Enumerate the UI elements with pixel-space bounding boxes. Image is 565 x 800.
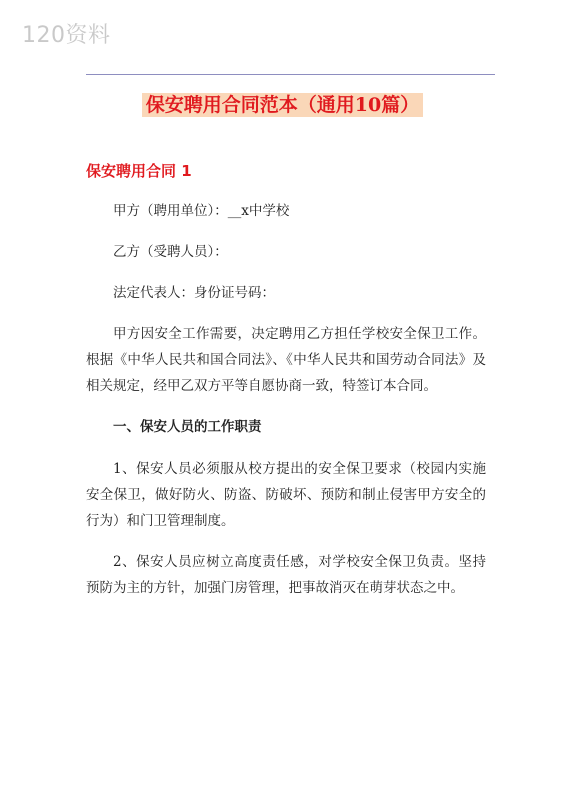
duty-item-2: 2、保安人员应树立高度责任感，对学校安全保卫负责。坚持预防为主的方针，加强门房管理，把事故消灭在萌芽状态之中。 [86,554,486,596]
duty-item-1: 1、保安人员必须服从校方提出的安全保卫要求（校园内实施安全保卫，做好防火、防盗、防破坏、预防和制止侵害甲方安全的行为）和门卫管理制度。 [86,461,486,529]
watermark-logo: 120资料 [22,23,111,48]
header-rule [86,74,495,75]
party-a-line: 甲方（聘用单位）：__x中学校 [113,203,290,219]
legal-rep-line: 法定代表人：身份证号码： [113,285,275,301]
title-container [0,93,565,117]
duties-heading: 一、保安人员的工作职责 [113,419,262,435]
document-title: 保安聘用合同范本（通用10篇） [142,93,423,117]
document-body [86,198,486,616]
intro-paragraph: 甲方因安全工作需要，决定聘用乙方担任学校安全保卫工作。根据《中华人民共和国合同法》、《中华人民共和国劳动合同法》及相关规定，经甲乙双方平等自愿协商一致，特签订本合同。 [86,326,486,394]
section-heading: 保安聘用合同 1 [86,162,192,180]
party-b-line: 乙方（受聘人员）： [113,244,228,260]
